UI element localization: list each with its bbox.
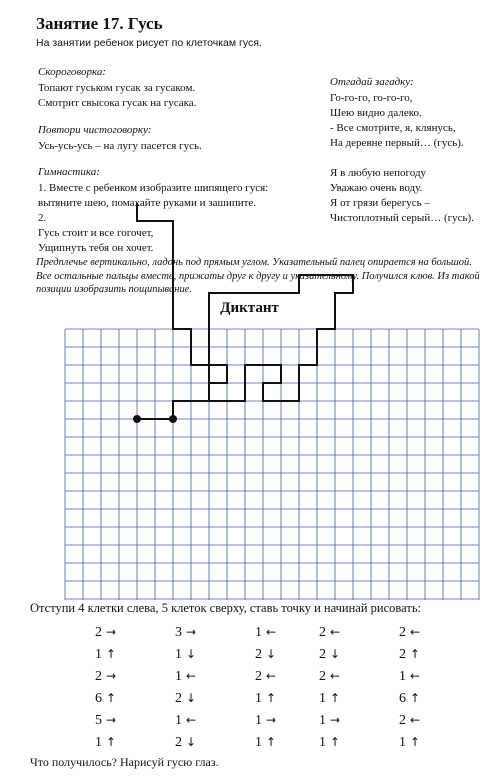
riddle-line: - Все смотрите, я, клянусь, [330, 122, 456, 134]
step-count: 2 [399, 625, 406, 640]
riddle-line: Го-го-го, го-го-го, [330, 92, 413, 104]
dictation-step [168, 688, 200, 708]
arrow-up-icon: ↑ [409, 647, 421, 661]
step-count: 2 [399, 647, 406, 662]
gymnastics-note: Предплечье вертикально, ладонь под прямым углом. Указательный палец опирается на большой. Все остальные пальцы вместе, прижаты друг к другу и указательному. Получился клюв. Из такой позиции изобразить пощипывание. [36, 257, 480, 295]
dictation-step [312, 732, 344, 752]
step-count: 1 [319, 735, 326, 750]
tongue-twister-line: Смотрит свысока гусак на гусака. [38, 97, 197, 109]
dictation-step [88, 710, 120, 730]
arrow-right-icon: → [329, 713, 341, 727]
gymnastics-line: вытяните шею, помахайте руками и зашипите. [38, 197, 257, 209]
step-count: 2 [175, 691, 182, 706]
dictation-step [392, 622, 424, 642]
dictation-step [168, 666, 200, 686]
dictation-step [248, 666, 280, 686]
arrow-down-icon: ↓ [185, 735, 197, 749]
step-count: 1 [319, 691, 326, 706]
intro-text: На занятии ребенок рисует по клеточкам гуся. [36, 37, 262, 49]
page-title: Занятие 17. Гусь [36, 14, 163, 33]
dictation-step [168, 644, 200, 664]
step-count: 1 [319, 713, 326, 728]
arrow-left-icon: ← [185, 669, 197, 683]
dictation-step [248, 732, 280, 752]
arrow-up-icon: ↑ [105, 691, 117, 705]
gymnastics-line: Гусь стоит и все гогочет, [38, 227, 154, 239]
riddle-label: Отгадай загадку: [330, 76, 414, 88]
arrow-down-icon: ↓ [265, 647, 277, 661]
goose-outline [137, 203, 353, 419]
dictation-step [88, 644, 120, 664]
arrow-up-icon: ↑ [409, 735, 421, 749]
step-count: 1 [255, 713, 262, 728]
arrow-left-icon: ← [265, 625, 277, 639]
arrow-up-icon: ↑ [265, 691, 277, 705]
gymnastics-label: Гимнастика: [38, 166, 100, 178]
riddle-line: Я в любую непогоду [330, 167, 427, 179]
arrow-right-icon: → [105, 625, 117, 639]
dictation-step [392, 666, 424, 686]
step-count: 1 [95, 735, 102, 750]
arrow-right-icon: → [105, 669, 117, 683]
tongue-twister-label: Скороговорка: [38, 66, 107, 78]
dictation-step [392, 688, 424, 708]
arrow-left-icon: ← [329, 625, 341, 639]
goose-eye-dot [169, 415, 177, 423]
step-count: 1 [95, 647, 102, 662]
riddle-line: Шею видно далеко. [330, 107, 422, 119]
arrow-up-icon: ↑ [409, 691, 421, 705]
dictation-step [88, 666, 120, 686]
step-count: 1 [255, 691, 262, 706]
step-count: 1 [255, 735, 262, 750]
arrow-left-icon: ← [329, 669, 341, 683]
step-count: 2 [255, 647, 262, 662]
dictation-step [168, 710, 200, 730]
arrow-up-icon: ↑ [265, 735, 277, 749]
step-count: 2 [319, 625, 326, 640]
arrow-down-icon: ↓ [185, 691, 197, 705]
arrow-up-icon: ↑ [105, 647, 117, 661]
dictation-instruction: Отступи 4 клетки слева, 5 клеток сверху, ставь точку и начинай рисовать: [30, 601, 422, 615]
step-count: 2 [255, 669, 262, 684]
step-count: 3 [175, 625, 182, 640]
arrow-down-icon: ↓ [329, 647, 341, 661]
arrow-right-icon: → [185, 625, 197, 639]
step-count: 2 [175, 735, 182, 750]
dictation-step [312, 710, 344, 730]
chant-line: Усь-усь-усь – на лугу пасется гусь. [38, 140, 202, 152]
gymnastics-line: 1. Вместе с ребенком изобразите шипящего гуся: [38, 182, 269, 194]
final-question: Что получилось? Нарисуй гусю глаз. [30, 755, 219, 769]
dictation-step [88, 688, 120, 708]
chant-label: Повтори чистоговорку: [38, 124, 152, 136]
riddle-line: Чистоплотный серый… (гусь). [330, 212, 474, 224]
arrow-up-icon: ↑ [105, 735, 117, 749]
step-count: 2 [95, 625, 102, 640]
dictation-step [88, 732, 120, 752]
step-count: 1 [175, 669, 182, 684]
dictation-step [392, 732, 424, 752]
arrow-left-icon: ← [409, 669, 421, 683]
riddle-line: Уважаю очень воду. [330, 182, 423, 194]
step-count: 1 [255, 625, 262, 640]
step-count: 6 [95, 691, 102, 706]
dictation-step [248, 710, 280, 730]
step-count: 1 [399, 735, 406, 750]
step-count: 2 [319, 669, 326, 684]
start-dot [133, 415, 141, 423]
dictation-step [168, 622, 200, 642]
step-count: 1 [175, 647, 182, 662]
gymnastics-line: Ущипнуть тебя он хочет. [38, 242, 154, 254]
dictation-step [312, 688, 344, 708]
arrow-left-icon: ← [185, 713, 197, 727]
tongue-twister-line: Топают гуськом гусак за гусаком. [38, 82, 196, 94]
dictation-step [88, 622, 120, 642]
dictation-step [312, 622, 344, 642]
arrow-down-icon: ↓ [185, 647, 197, 661]
arrow-left-icon: ← [409, 625, 421, 639]
step-count: 2 [95, 669, 102, 684]
step-count: 2 [399, 713, 406, 728]
dictation-step [392, 710, 424, 730]
dictation-step [248, 644, 280, 664]
dictation-step [392, 644, 424, 664]
dictation-step [312, 644, 344, 664]
step-count: 5 [95, 713, 102, 728]
arrow-right-icon: → [105, 713, 117, 727]
step-count: 1 [399, 669, 406, 684]
dictant-heading: Диктант [220, 300, 279, 316]
dictation-step [248, 688, 280, 708]
riddle-line: Я от грязи берегусь – [330, 197, 430, 209]
dictation-step [248, 622, 280, 642]
arrow-left-icon: ← [409, 713, 421, 727]
step-count: 2 [319, 647, 326, 662]
arrow-right-icon: → [265, 713, 277, 727]
step-count: 6 [399, 691, 406, 706]
gymnastics-line: 2. [38, 212, 47, 224]
arrow-up-icon: ↑ [329, 735, 341, 749]
arrow-left-icon: ← [265, 669, 277, 683]
dictation-step [312, 666, 344, 686]
arrow-up-icon: ↑ [329, 691, 341, 705]
step-count: 1 [175, 713, 182, 728]
riddle-line: На деревне первый… (гусь). [330, 137, 464, 149]
dictation-step [168, 732, 200, 752]
